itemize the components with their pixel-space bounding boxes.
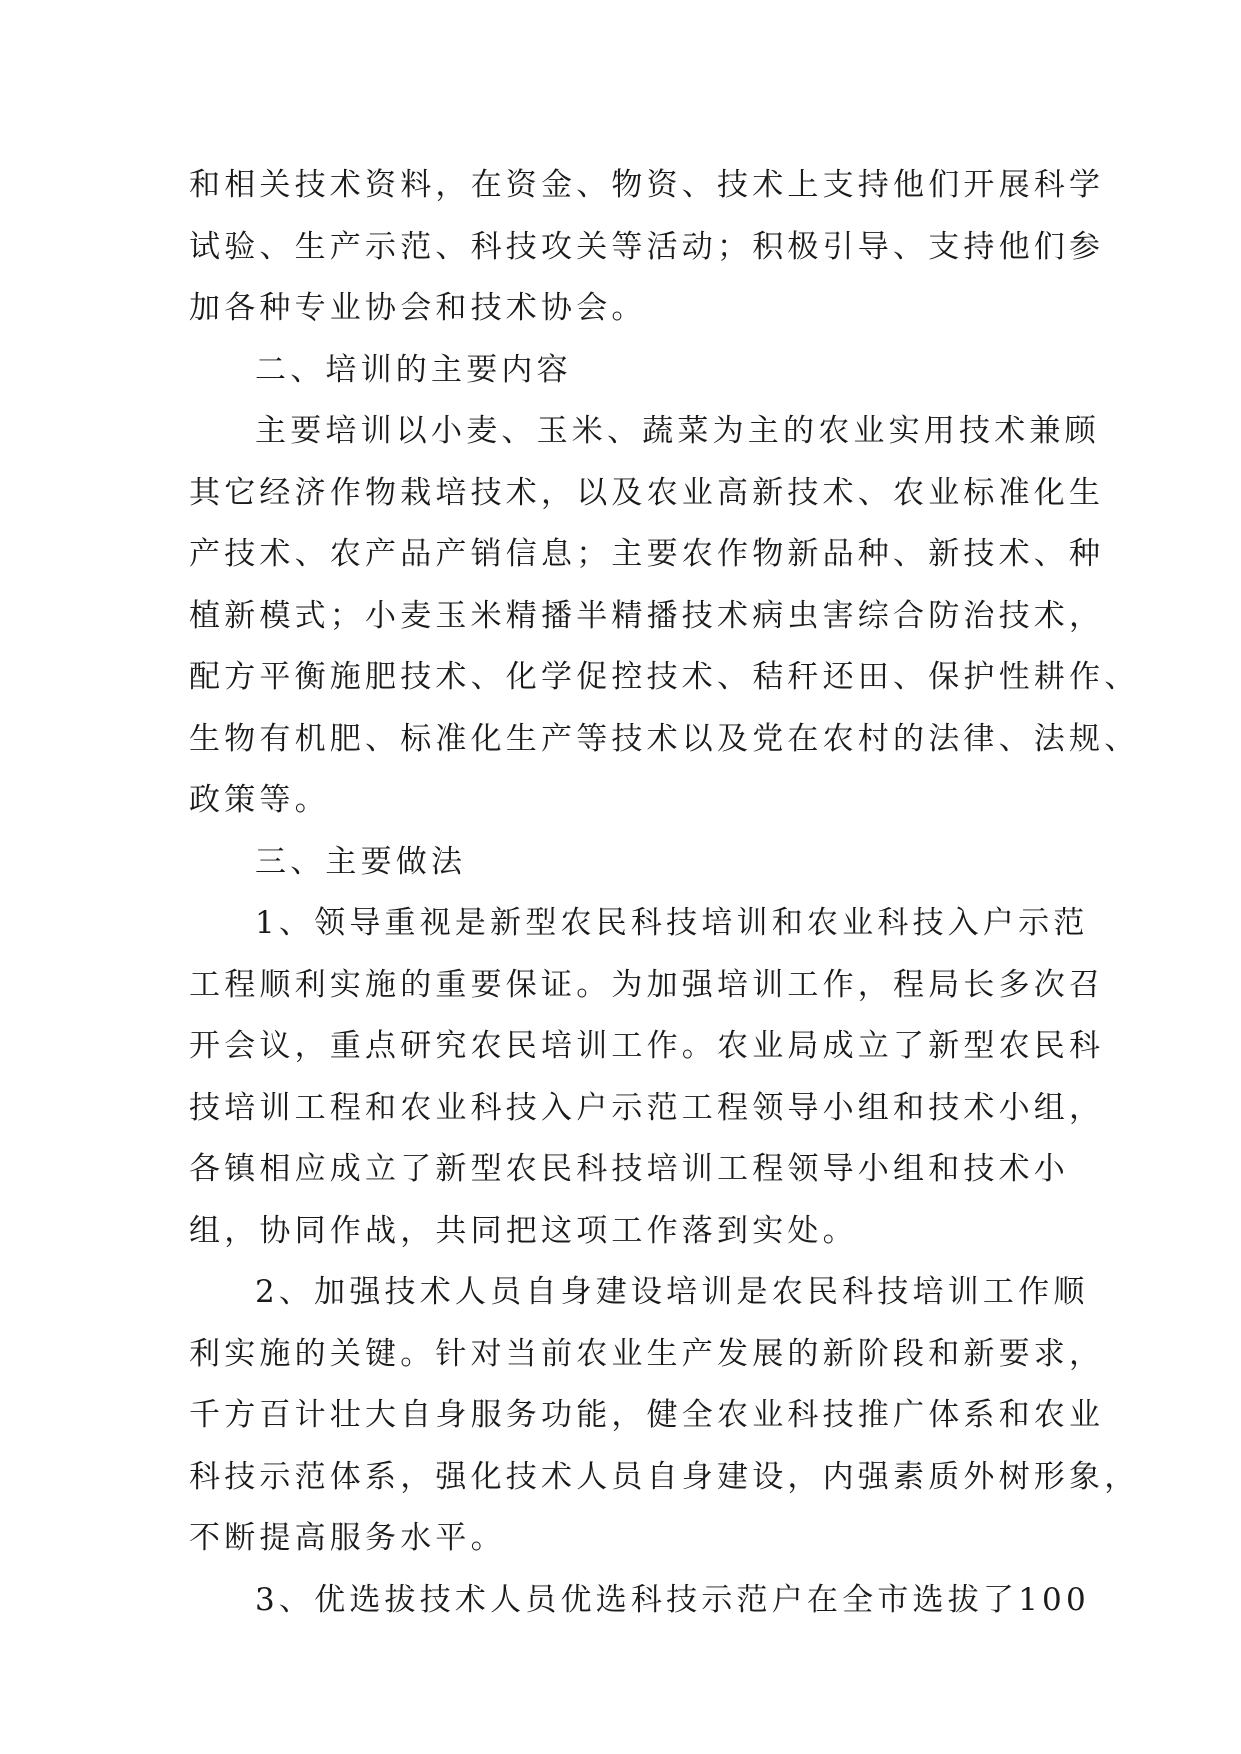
text-line: 主要培训以小麦、玉米、蔬菜为主的农业实用技术兼顾 [255, 413, 1100, 449]
text-line: 组，协同作战，共同把这项工作落到实处。 [189, 1212, 858, 1249]
text-line: 配方平衡施肥技术、化学促控技术、秸秆还田、保护性耕作、 [189, 659, 1140, 695]
section-heading: 三、主要做法 [255, 843, 467, 880]
text-line: 利实施的关键。针对当前农业生产发展的新阶段和新要求， [189, 1335, 1105, 1372]
text-line: 1、领导重视是新型农民科技培训和农业科技入户示范 [255, 905, 1089, 941]
text-line: 植新模式；小麦玉米精播半精播技术病虫害综合防治技术， [189, 597, 1105, 634]
text-line: 技培训工程和农业科技入户示范工程领导小组和技术小组， [189, 1089, 1105, 1126]
text-line: 试验、生产示范、科技攻关等活动；积极引导、支持他们参 [189, 228, 1105, 265]
text-line: 加各种专业协会和技术协会。 [189, 290, 647, 326]
text-line: 和相关技术资料，在资金、物资、技术上支持他们开展科学 [189, 167, 1105, 203]
text-line: 各镇相应成立了新型农民科技培训工程领导小组和技术小 [189, 1151, 1069, 1187]
text-line: 政策等。 [189, 782, 330, 818]
text-line: 3、优选拔技术人员优选科技示范户在全市选拔了100 [255, 1581, 1090, 1618]
text-line: 产技术、农产品产销信息；主要农作物新品种、新技术、种 [189, 536, 1105, 572]
document-body [189, 155, 1140, 1631]
text-line: 开会议，重点研究农民培训工作。农业局成立了新型农民科 [189, 1028, 1105, 1064]
text-line: 千方百计壮大自身服务功能，健全农业科技推广体系和农业 [189, 1397, 1105, 1433]
text-line: 工程顺利实施的重要保证。为加强培训工作，程局长多次召 [189, 966, 1105, 1003]
text-line: 不断提高服务水平。 [189, 1520, 506, 1556]
text-line: 科技示范体系，强化技术人员自身建设，内强素质外树形象， [189, 1458, 1140, 1495]
section-heading: 二、培训的主要内容 [255, 351, 572, 388]
text-line: 生物有机肥、标准化生产等技术以及党在农村的法律、法规、 [189, 720, 1140, 757]
text-line: 2、加强技术人员自身建设培训是农民科技培训工作顺 [255, 1274, 1089, 1310]
text-line: 其它经济作物栽培技术，以及农业高新技术、农业标准化生 [189, 474, 1105, 511]
